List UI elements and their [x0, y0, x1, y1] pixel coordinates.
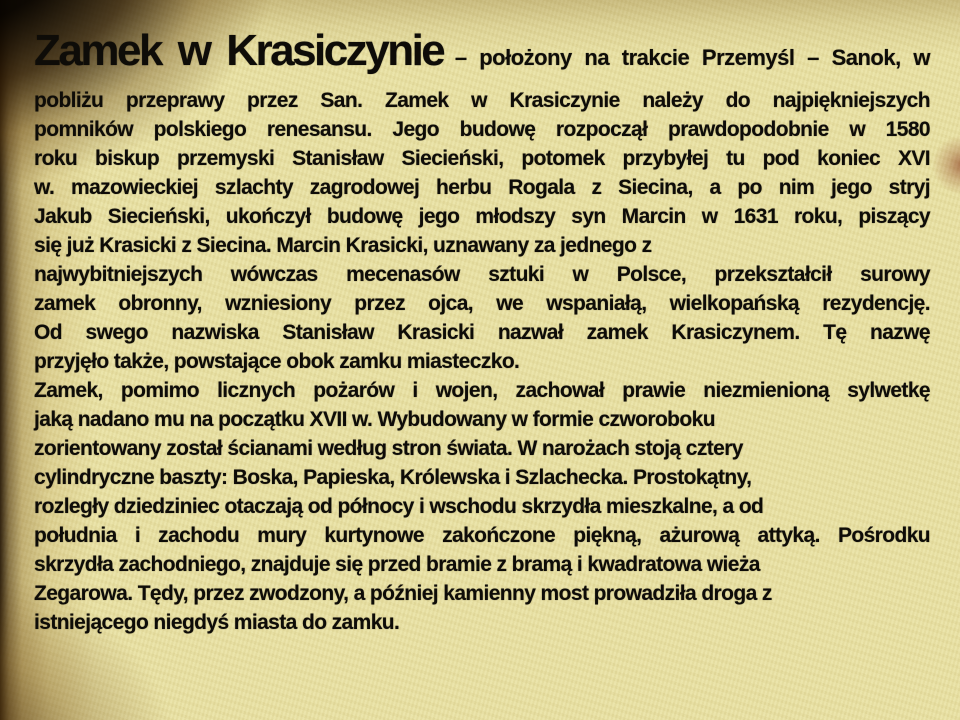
text-line: Od swego nazwiska Stanisław Krasicki nazwał zamek Krasiczynem. Tę nazwę	[34, 321, 930, 344]
text-line: pobliżu przeprawy przez San. Zamek w Krasiczynie należy do najpiękniejszych	[34, 89, 930, 112]
text-line: pomników polskiego renesansu. Jego budowę rozpoczął prawdopodobnie w 1580	[34, 118, 930, 141]
text-line: najwybitniejszych wówczas mecenasów sztuki w Polsce, przekształcił surowy	[34, 263, 930, 286]
body-paragraphs	[34, 86, 930, 637]
article-text	[34, 26, 930, 637]
text-line: jaką nadano mu na początku XVII w. Wybudowany w formie czworoboku	[34, 408, 715, 431]
text-line: w. mazowieckiej szlachty zagrodowej herbu Rogala z Siecina, a po nim jego stryj	[34, 176, 930, 199]
text-line: Zegarowa. Tędy, przez zwodzony, a później kamienny most prowadziła droga z	[34, 582, 772, 605]
text-line: istniejącego niegdyś miasta do zamku.	[34, 611, 400, 634]
title-suffix-text: – położony na trakcie Przemyśl – Sanok, w	[454, 45, 931, 70]
text-line: się już Krasicki z Siecina. Marcin Krasicki, uznawany za jednego z	[34, 234, 652, 257]
text-line: Jakub Siecieński, ukończył budowę jego młodszy syn Marcin w 1631 roku, piszący	[34, 205, 930, 228]
text-line: przyjęło także, powstające obok zamku miasteczko.	[34, 350, 520, 373]
text-line: zorientowany został ścianami według stron świata. W narożach stoją cztery	[34, 437, 743, 460]
page-title: Zamek w Krasiczynie	[34, 26, 444, 75]
text-line: Zamek, pomimo licznych pożarów i wojen, zachował prawie niezmienioną sylwetkę	[34, 379, 930, 402]
text-line: rozległy dziedziniec otaczają od północy i wschodu skrzydła mieszkalne, a od	[34, 495, 764, 518]
title-line	[34, 26, 930, 86]
text-line: roku biskup przemyski Stanisław Siecieński, potomek przybyłej tu pod koniec XVI	[34, 147, 930, 170]
text-line: południa i zachodu mury kurtynowe zakończone piękną, ażurową attyką. Pośrodku	[34, 524, 930, 547]
text-line: skrzydła zachodniego, znajduje się przed bramie z bramą i kwadratowa wieża	[34, 553, 760, 576]
text-line: cylindryczne baszty: Boska, Papieska, Królewska i Szlachecka. Prostokątny,	[34, 466, 752, 489]
text-line: zamek obronny, wzniesiony przez ojca, we wspaniałą, wielkopańską rezydencję.	[34, 292, 930, 315]
